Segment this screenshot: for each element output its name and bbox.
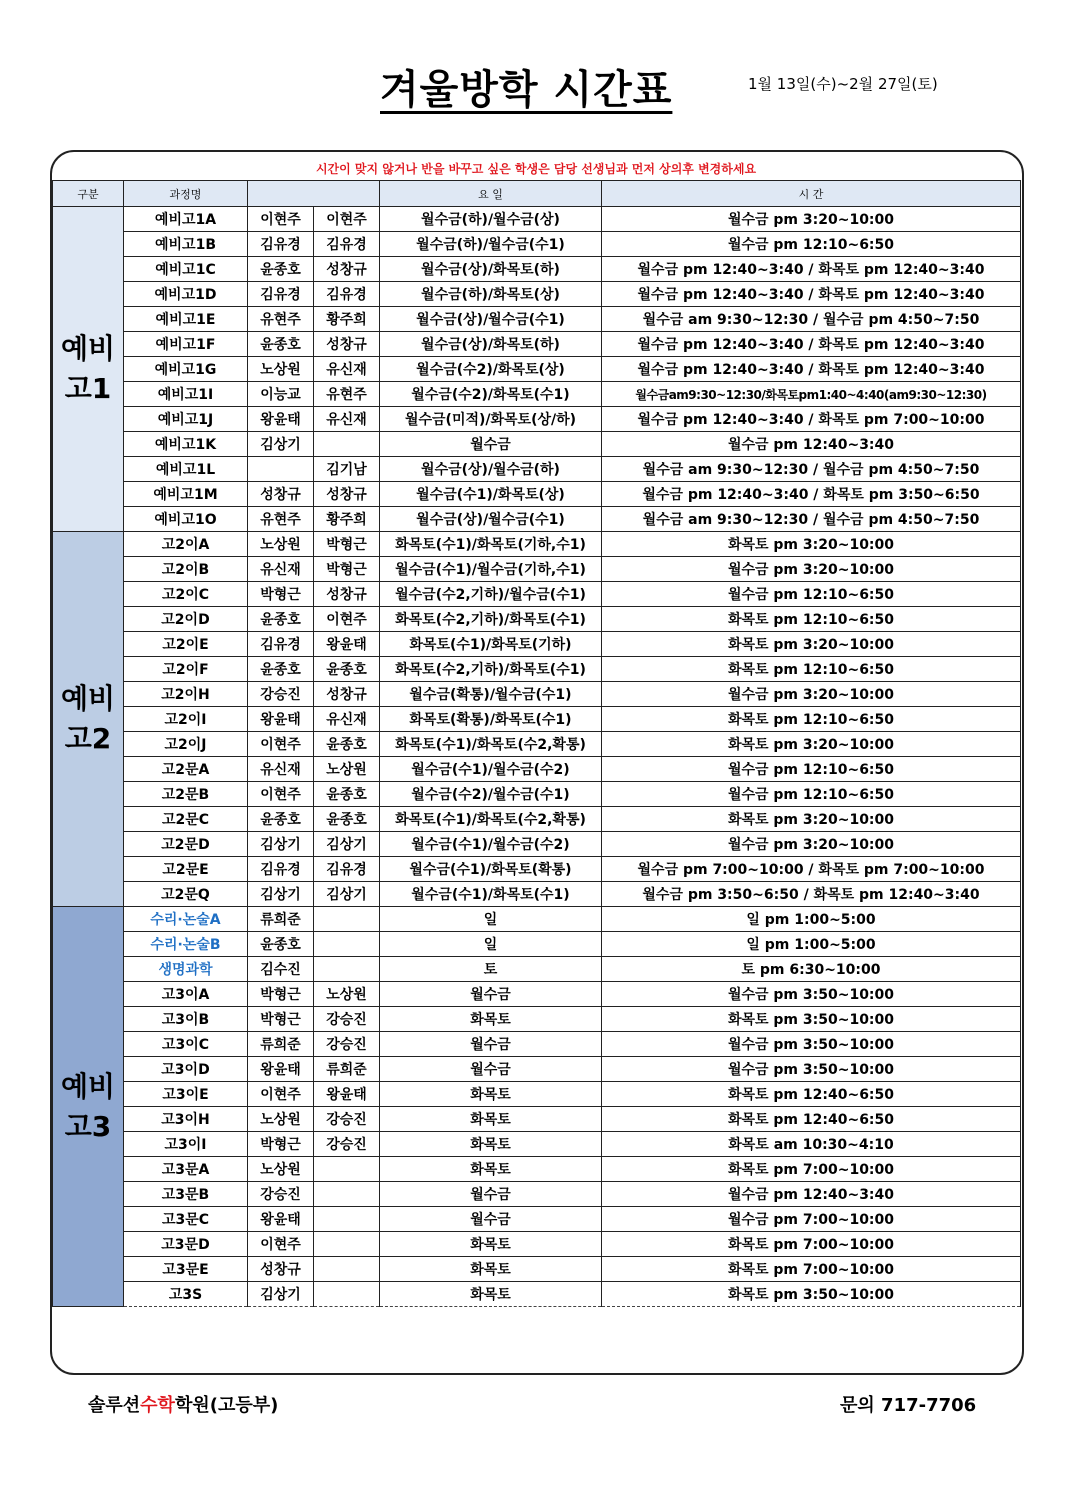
teacher-cell: 이현주 [248,207,314,232]
table-row [53,1007,1021,1032]
teacher-cell-2: 성창규 [314,482,380,507]
teacher-cell: 김수진 [248,957,314,982]
teacher-cell-2: 윤종호 [314,782,380,807]
course-cell: 고2이D [124,607,248,632]
header-time: 시 간 [602,181,1021,207]
table-row [53,307,1021,332]
time-cell: 토 pm 6:30~10:00 [602,957,1021,982]
days-cell: 월수금(미적)/화목토(상/하) [380,407,602,432]
schedule-body [53,207,1021,1307]
table-row [53,757,1021,782]
header-group: 구분 [53,181,124,207]
course-cell: 고3문D [124,1232,248,1257]
time-cell: 월수금 pm 3:50~6:50 / 화목토 pm 12:40~3:40 [602,882,1021,907]
time-cell: 월수금 pm 3:50~10:00 [602,1032,1021,1057]
days-cell: 월수금 [380,432,602,457]
time-cell: 월수금 pm 7:00~10:00 / 화목토 pm 7:00~10:00 [602,857,1021,882]
course-cell: 예비고1M [124,482,248,507]
teacher-cell-2: 박형근 [314,532,380,557]
time-cell: 화목토 pm 3:20~10:00 [602,532,1021,557]
notice-text: 시간이 맞지 않거나 반을 바꾸고 싶은 학생은 담당 선생님과 먼저 상의후 변경하세요 [315,162,757,176]
table-row [53,1157,1021,1182]
table-row [53,407,1021,432]
course-cell: 예비고1E [124,307,248,332]
table-row [53,807,1021,832]
table-row [53,1082,1021,1107]
teacher-cell-2: 이현주 [314,607,380,632]
course-cell: 예비고1L [124,457,248,482]
days-cell: 월수금 [380,1057,602,1082]
table-row [53,1257,1021,1282]
table-row [53,607,1021,632]
teacher-cell-2: 이현주 [314,207,380,232]
days-cell: 화목토(수2,기하)/화목토(수1) [380,657,602,682]
time-cell: 월수금 pm 12:40~3:40 / 화목토 pm 12:40~3:40 [602,332,1021,357]
time-cell: 월수금 pm 12:40~3:40 / 화목토 pm 7:00~10:00 [602,407,1021,432]
teacher-cell: 이현주 [248,782,314,807]
academy-prefix: 솔루션 [88,1395,141,1416]
teacher-cell-2 [314,1282,380,1307]
table-row [53,507,1021,532]
course-cell: 고2문Q [124,882,248,907]
course-cell: 고3문C [124,1207,248,1232]
days-cell: 화목토 [380,1232,602,1257]
time-cell: 월수금 pm 12:40~3:40 / 화목토 pm 12:40~3:40 [602,257,1021,282]
time-cell: 화목토 pm 3:20~10:00 [602,807,1021,832]
teacher-cell-2: 윤종호 [314,657,380,682]
table-row [53,457,1021,482]
time-cell: 월수금 pm 12:10~6:50 [602,232,1021,257]
teacher-cell-2 [314,1232,380,1257]
teacher-cell-2: 강승진 [314,1107,380,1132]
table-row [53,382,1021,407]
course-cell: 예비고1D [124,282,248,307]
course-cell: 생명과학 [124,957,248,982]
teacher-cell-2: 김유경 [314,232,380,257]
teacher-cell: 유신재 [248,757,314,782]
teacher-cell: 강승진 [248,1182,314,1207]
days-cell: 월수금(수2)/화목토(상) [380,357,602,382]
days-cell: 월수금 [380,982,602,1007]
course-cell: 예비고1C [124,257,248,282]
time-cell: 화목토 pm 7:00~10:00 [602,1257,1021,1282]
academy-highlight: 수학 [140,1395,175,1416]
teacher-cell: 왕윤태 [248,1057,314,1082]
time-cell: 월수금 pm 12:40~3:40 / 화목토 pm 12:40~3:40 [602,282,1021,307]
days-cell: 화목토(수1)/화목토(기하,수1) [380,532,602,557]
teacher-cell-2 [314,907,380,932]
teacher-cell: 윤종호 [248,657,314,682]
course-cell: 고2이B [124,557,248,582]
teacher-cell: 윤종호 [248,607,314,632]
teacher-cell: 류희준 [248,1032,314,1057]
teacher-cell: 윤종호 [248,332,314,357]
table-row [53,1032,1021,1057]
teacher-cell-2: 윤종호 [314,732,380,757]
teacher-cell: 김상기 [248,1282,314,1307]
course-cell: 예비고1G [124,357,248,382]
teacher-cell-2: 윤종호 [314,807,380,832]
days-cell: 월수금(수1)/화목토(상) [380,482,602,507]
course-cell: 고2이I [124,707,248,732]
table-row [53,857,1021,882]
teacher-cell-2: 김기남 [314,457,380,482]
teacher-cell: 유현주 [248,307,314,332]
time-cell: 월수금am9:30~12:30/화목토pm1:40~4:40(am9:30~12:30) [602,382,1021,407]
group-label: 예비 고3 [53,907,124,1307]
teacher-cell: 이현주 [248,1082,314,1107]
teacher-cell: 왕윤태 [248,1207,314,1232]
table-row [53,957,1021,982]
teacher-cell-2: 김상기 [314,882,380,907]
course-cell: 고3이E [124,1082,248,1107]
teacher-cell-2: 유신재 [314,707,380,732]
teacher-cell: 강승진 [248,682,314,707]
days-cell: 월수금(상)/화목토(하) [380,257,602,282]
course-cell: 수리·논술A [124,907,248,932]
teacher-cell-2: 류희준 [314,1057,380,1082]
teacher-cell [248,457,314,482]
days-cell: 월수금 [380,1182,602,1207]
table-row [53,582,1021,607]
days-cell: 월수금(수2,기하)/월수금(수1) [380,582,602,607]
teacher-cell-2: 성창규 [314,682,380,707]
table-row [53,782,1021,807]
table-row [53,632,1021,657]
time-cell: 화목토 pm 3:50~10:00 [602,1007,1021,1032]
teacher-cell-2: 성창규 [314,332,380,357]
teacher-cell: 이현주 [248,732,314,757]
course-cell: 고3이I [124,1132,248,1157]
days-cell: 월수금(수1)/월수금(기하,수1) [380,557,602,582]
course-cell: 고3이H [124,1107,248,1132]
days-cell: 월수금(하)/화목토(상) [380,282,602,307]
table-row [53,1232,1021,1257]
contact-number: 문의 717-7706 [840,1395,977,1416]
days-cell: 화목토 [380,1007,602,1032]
course-cell: 고2이H [124,682,248,707]
days-cell: 월수금 [380,1207,602,1232]
time-cell: 화목토 pm 3:20~10:00 [602,732,1021,757]
teacher-cell: 윤종호 [248,257,314,282]
time-cell: 월수금 pm 12:10~6:50 [602,582,1021,607]
time-cell: 화목토 pm 3:20~10:00 [602,632,1021,657]
days-cell: 월수금(상)/월수금(수1) [380,507,602,532]
course-cell: 고3문E [124,1257,248,1282]
table-row [53,557,1021,582]
course-cell: 예비고1B [124,232,248,257]
time-cell: 월수금 pm 12:40~3:40 / 화목토 pm 3:50~6:50 [602,482,1021,507]
teacher-cell-2: 김유경 [314,857,380,882]
table-row [53,1107,1021,1132]
teacher-cell: 이능교 [248,382,314,407]
days-cell: 월수금(수1)/월수금(수2) [380,832,602,857]
teacher-cell-2: 유신재 [314,357,380,382]
group-label: 예비 고1 [53,207,124,532]
teacher-cell-2: 황주희 [314,507,380,532]
table-row [53,732,1021,757]
table-row [53,932,1021,957]
time-cell: 월수금 pm 12:40~3:40 / 화목토 pm 12:40~3:40 [602,357,1021,382]
time-cell: 화목토 pm 12:40~6:50 [602,1107,1021,1132]
course-cell: 예비고1I [124,382,248,407]
days-cell: 화목토(확통)/화목토(수1) [380,707,602,732]
teacher-cell-2: 박형근 [314,557,380,582]
days-cell: 화목토 [380,1282,602,1307]
time-cell: 화목토 am 10:30~4:10 [602,1132,1021,1157]
days-cell: 월수금(수1)/월수금(수2) [380,757,602,782]
table-row [53,257,1021,282]
teacher-cell-2: 황주희 [314,307,380,332]
time-cell: 월수금 pm 3:50~10:00 [602,1057,1021,1082]
days-cell: 화목토 [380,1257,602,1282]
days-cell: 화목토(수2,기하)/화목토(수1) [380,607,602,632]
teacher-cell: 박형근 [248,982,314,1007]
teacher-cell: 노상원 [248,1107,314,1132]
teacher-cell: 김상기 [248,832,314,857]
teacher-cell-2: 김상기 [314,832,380,857]
course-cell: 고2이C [124,582,248,607]
days-cell: 화목토 [380,1132,602,1157]
table-row [53,482,1021,507]
time-cell: 화목토 pm 12:10~6:50 [602,657,1021,682]
course-cell: 예비고1J [124,407,248,432]
academy-suffix: 학원(고등부) [174,1395,279,1416]
course-cell: 고3문A [124,1157,248,1182]
days-cell: 월수금(수1)/화목토(확통) [380,857,602,882]
days-cell: 월수금 [380,1032,602,1057]
teacher-cell: 유신재 [248,557,314,582]
header-teacher [248,181,380,207]
teacher-cell: 박형근 [248,582,314,607]
table-row [53,1057,1021,1082]
teacher-cell: 성창규 [248,1257,314,1282]
teacher-cell-2 [314,957,380,982]
teacher-cell: 김유경 [248,857,314,882]
header-course: 과정명 [124,181,248,207]
teacher-cell: 박형근 [248,1007,314,1032]
time-cell: 화목토 pm 3:50~10:00 [602,1282,1021,1307]
time-cell: 월수금 pm 12:40~3:40 [602,432,1021,457]
teacher-cell-2: 유현주 [314,382,380,407]
days-cell: 화목토 [380,1107,602,1132]
days-cell: 월수금(상)/월수금(수1) [380,307,602,332]
course-cell: 고3이C [124,1032,248,1057]
time-cell: 월수금 pm 12:10~6:50 [602,782,1021,807]
teacher-cell: 이현주 [248,1232,314,1257]
teacher-cell-2 [314,1157,380,1182]
table-row [53,232,1021,257]
days-cell: 화목토(수1)/화목토(기하) [380,632,602,657]
course-cell: 고2문B [124,782,248,807]
course-cell: 고3S [124,1282,248,1307]
group-label: 예비 고2 [53,532,124,907]
teacher-cell-2 [314,1207,380,1232]
course-cell: 고3이B [124,1007,248,1032]
teacher-cell: 왕윤태 [248,407,314,432]
teacher-cell: 김유경 [248,632,314,657]
academy-name [88,1394,278,1418]
course-cell: 수리·논술B [124,932,248,957]
teacher-cell-2: 강승진 [314,1032,380,1057]
time-cell: 일 pm 1:00~5:00 [602,907,1021,932]
course-cell: 고2문A [124,757,248,782]
days-cell: 일 [380,907,602,932]
time-cell: 월수금 pm 3:20~10:00 [602,682,1021,707]
table-row [53,207,1021,232]
course-cell: 고2이J [124,732,248,757]
time-cell: 월수금 pm 3:20~10:00 [602,207,1021,232]
course-cell: 고2이F [124,657,248,682]
time-cell: 월수금 pm 12:40~3:40 [602,1182,1021,1207]
days-cell: 화목토 [380,1082,602,1107]
time-cell: 월수금 pm 3:50~10:00 [602,982,1021,1007]
teacher-cell-2 [314,932,380,957]
teacher-cell: 유현주 [248,507,314,532]
table-row [53,882,1021,907]
table-row [53,982,1021,1007]
page-title: 겨울방학 시간표 [380,67,673,113]
time-cell: 월수금 pm 3:20~10:00 [602,557,1021,582]
teacher-cell: 노상원 [248,532,314,557]
table-row [53,282,1021,307]
time-cell: 월수금 pm 7:00~10:00 [602,1207,1021,1232]
teacher-cell: 노상원 [248,357,314,382]
table-row [53,332,1021,357]
days-cell: 토 [380,957,602,982]
teacher-cell-2 [314,1257,380,1282]
teacher-cell-2 [314,1182,380,1207]
days-cell: 월수금(하)/월수금(상) [380,207,602,232]
teacher-cell: 성창규 [248,482,314,507]
teacher-cell: 왕윤태 [248,707,314,732]
time-cell: 월수금 am 9:30~12:30 / 월수금 pm 4:50~7:50 [602,307,1021,332]
days-cell: 월수금(수1)/화목토(수1) [380,882,602,907]
course-cell: 고3문B [124,1182,248,1207]
time-cell: 일 pm 1:00~5:00 [602,932,1021,957]
days-cell: 월수금(확통)/월수금(수1) [380,682,602,707]
course-cell: 고2문C [124,807,248,832]
days-cell: 월수금(수2)/화목토(수1) [380,382,602,407]
days-cell: 화목토(수1)/화목토(수2,확통) [380,732,602,757]
course-cell: 예비고1O [124,507,248,532]
course-cell: 예비고1A [124,207,248,232]
teacher-cell-2: 노상원 [314,982,380,1007]
schedule-table [52,180,1021,1307]
teacher-cell-2: 강승진 [314,1132,380,1157]
table-row [53,657,1021,682]
table-row [53,1182,1021,1207]
days-cell: 일 [380,932,602,957]
time-cell: 화목토 pm 12:10~6:50 [602,607,1021,632]
teacher-cell-2: 왕윤태 [314,1082,380,1107]
teacher-cell: 김유경 [248,232,314,257]
course-cell: 고2이E [124,632,248,657]
days-cell: 화목토 [380,1157,602,1182]
date-range: 1월 13일(수)~2월 27일(토) [748,75,938,93]
time-cell: 월수금 pm 3:20~10:00 [602,832,1021,857]
header-days: 요 일 [380,181,602,207]
days-cell: 월수금(상)/월수금(하) [380,457,602,482]
teacher-cell-2: 성창규 [314,257,380,282]
time-cell: 화목토 pm 7:00~10:00 [602,1232,1021,1257]
table-row [53,1282,1021,1307]
teacher-cell-2: 노상원 [314,757,380,782]
course-cell: 고2문E [124,857,248,882]
table-row [53,432,1021,457]
table-row [53,1207,1021,1232]
header-row [53,181,1021,207]
table-row [53,832,1021,857]
time-cell: 월수금 am 9:30~12:30 / 월수금 pm 4:50~7:50 [602,457,1021,482]
days-cell: 화목토(수1)/화목토(수2,확통) [380,807,602,832]
teacher-cell: 김유경 [248,282,314,307]
course-cell: 예비고1K [124,432,248,457]
teacher-cell: 김상기 [248,432,314,457]
table-row [53,907,1021,932]
table-row [53,1132,1021,1157]
time-cell: 화목토 pm 12:40~6:50 [602,1082,1021,1107]
time-cell: 월수금 am 9:30~12:30 / 월수금 pm 4:50~7:50 [602,507,1021,532]
time-cell: 화목토 pm 7:00~10:00 [602,1157,1021,1182]
time-cell: 화목토 pm 12:10~6:50 [602,707,1021,732]
table-row [53,682,1021,707]
teacher-cell-2: 유신재 [314,407,380,432]
teacher-cell: 김상기 [248,882,314,907]
teacher-cell-2: 김유경 [314,282,380,307]
table-row [53,707,1021,732]
course-cell: 고2이A [124,532,248,557]
course-cell: 고3이A [124,982,248,1007]
teacher-cell-2: 성창규 [314,582,380,607]
days-cell: 월수금(상)/화목토(하) [380,332,602,357]
teacher-cell-2: 왕윤태 [314,632,380,657]
time-cell: 월수금 pm 12:10~6:50 [602,757,1021,782]
days-cell: 월수금(하)/월수금(수1) [380,232,602,257]
course-cell: 고3이D [124,1057,248,1082]
teacher-cell: 윤종호 [248,932,314,957]
teacher-cell: 박형근 [248,1132,314,1157]
teacher-cell: 노상원 [248,1157,314,1182]
table-row [53,532,1021,557]
teacher-cell-2 [314,432,380,457]
table-row [53,357,1021,382]
course-cell: 예비고1F [124,332,248,357]
course-cell: 고2문D [124,832,248,857]
days-cell: 월수금(수2)/월수금(수1) [380,782,602,807]
teacher-cell-2: 강승진 [314,1007,380,1032]
teacher-cell: 류희준 [248,907,314,932]
teacher-cell: 윤종호 [248,807,314,832]
